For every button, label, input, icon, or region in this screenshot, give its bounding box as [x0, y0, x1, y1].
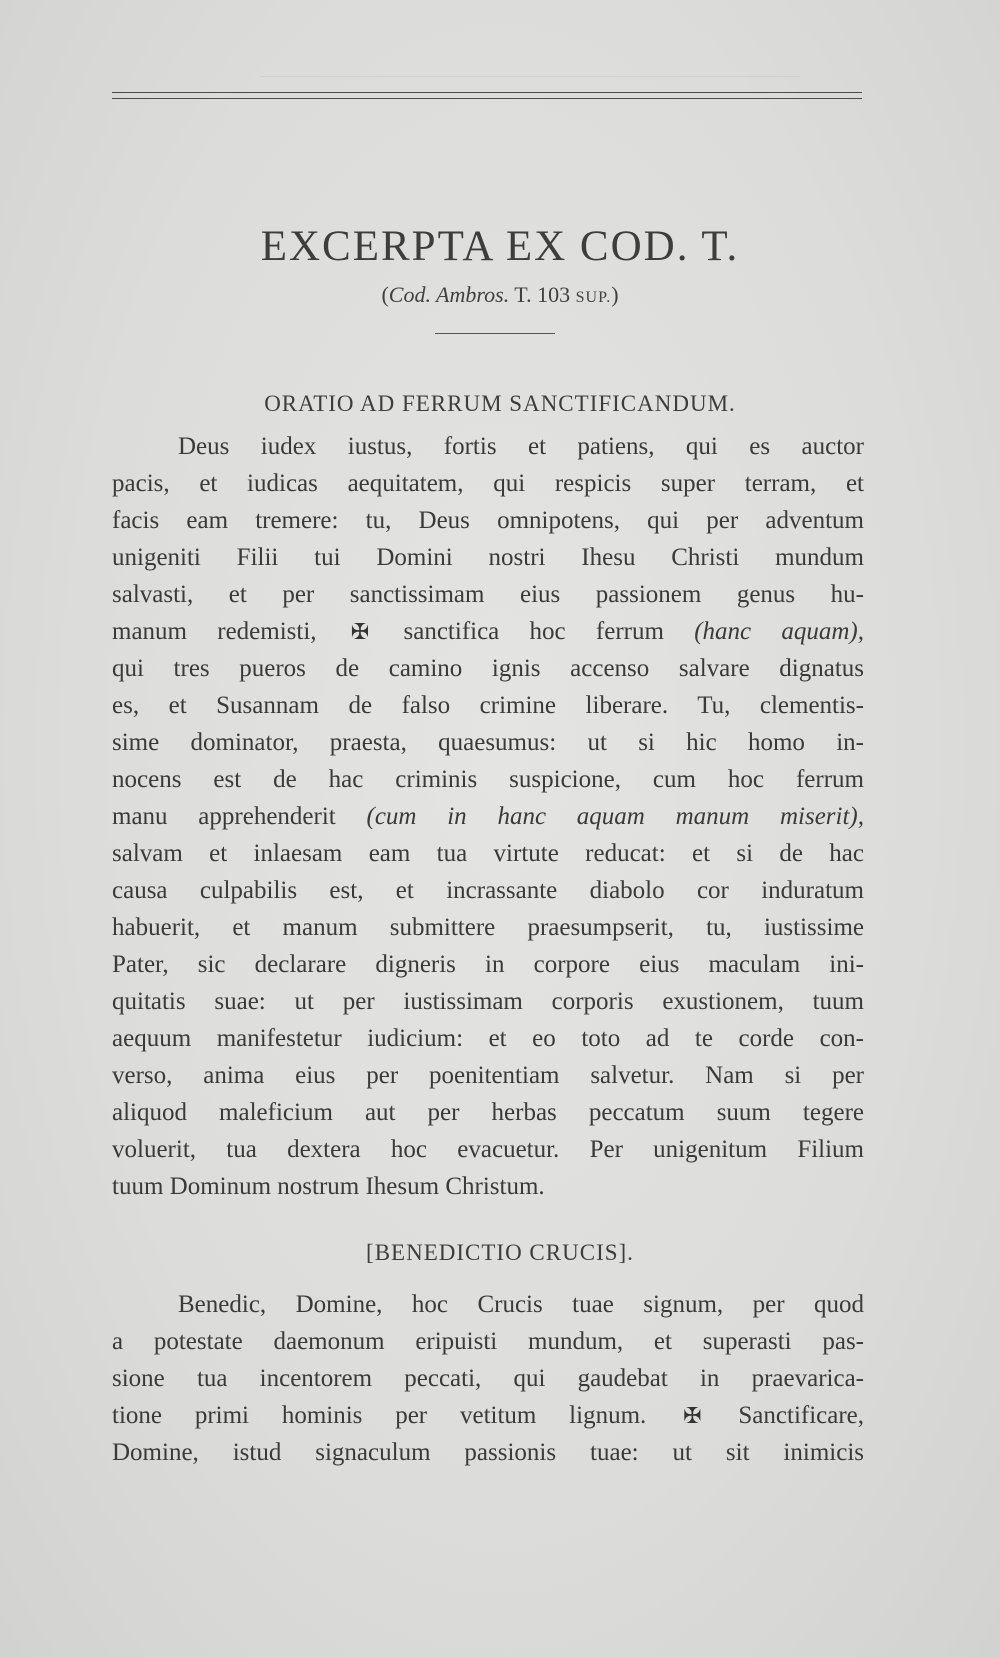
- paragraph-benedictio: [112, 1286, 864, 1471]
- text-line: salvam et inlaesam eam tua virtute reducat: et si de hac: [112, 840, 864, 867]
- cross-icon: ✠: [683, 1403, 702, 1428]
- text-line: aequum manifestetur iudicium: et eo toto ad te corde con-: [112, 1025, 864, 1052]
- subtitle-open-paren: (: [381, 282, 389, 307]
- section-heading-oratio: ORATIO AD FERRUM SANCTIFICANDUM.: [264, 391, 736, 416]
- text-line: causa culpabilis est, et incrassante diabolo cor induratum: [112, 877, 864, 904]
- text-line: tuum Dominum nostrum Ihesum Christum.: [112, 1173, 545, 1200]
- text-line: es, et Susannam de falso crimine liberare. Tu, clementis-: [112, 692, 864, 719]
- text-line: pacis, et iudicas aequitatem, qui respicis super terram, et: [112, 470, 864, 497]
- subtitle-plain: T. 103: [509, 282, 576, 307]
- text-line: facis eam tremere: tu, Deus omnipotens, qui per adventum: [112, 507, 864, 534]
- text-line: quitatis suae: ut per iustissimam corporis exustionem, tuum: [112, 988, 864, 1015]
- page-subtitle: [0, 282, 1000, 308]
- cross-icon: ✠: [350, 619, 370, 644]
- double-rule: [112, 92, 862, 99]
- text-line: qui tres pueros de camino ignis accenso salvare dignatus: [112, 655, 864, 682]
- subtitle-italic: Cod. Ambros.: [388, 282, 510, 307]
- text-line: aliquod maleficium aut per herbas peccatum suum tegere: [112, 1099, 864, 1126]
- paragraph-oratio: [112, 428, 864, 1205]
- subtitle-smallcaps: SUP.: [575, 289, 612, 306]
- text-line: habuerit, et manum submittere praesumpserit, tu, iustissime: [112, 914, 864, 941]
- text-line: voluerit, tua dextera hoc evacuetur. Per unigenitum Filium: [112, 1136, 864, 1163]
- italic-variant: (cum in hanc aquam manum miserit),: [366, 803, 865, 830]
- section-heading-benedictio: [BENEDICTIO CRUCIS].: [366, 1240, 634, 1265]
- text-line: Pater, sic declarare digneris in corpore eius maculam ini-: [112, 951, 864, 978]
- text-line: [112, 613, 864, 650]
- text-line: a potestate daemonum eripuisti mundum, et superasti pas-: [112, 1328, 864, 1355]
- text-line: Benedic, Domine, hoc Crucis tuae signum, per quod: [178, 1291, 864, 1318]
- text-line: [112, 1397, 864, 1434]
- short-rule: [435, 333, 555, 334]
- text-line: verso, anima eius per poenitentiam salvetur. Nam si per: [112, 1062, 864, 1089]
- text-segment: manum redemisti,: [112, 618, 317, 645]
- text-line: [112, 798, 864, 835]
- bleed-through-header: [260, 56, 800, 77]
- italic-variant: (hanc aquam),: [694, 618, 864, 645]
- text-segment: Sanctificare,: [738, 1402, 865, 1429]
- text-segment: sanctifica hoc ferrum: [403, 618, 664, 645]
- text-line: salvasti, et per sanctissimam eius passionem genus hu-: [112, 581, 864, 608]
- subtitle-close-paren: ): [611, 282, 619, 307]
- text-line: unigeniti Filii tui Domini nostri Ihesu Christi mundum: [112, 544, 864, 571]
- text-line: Domine, istud signaculum passionis tuae: ut sit inimicis: [112, 1439, 864, 1466]
- text-segment: manu apprehenderit: [112, 803, 336, 830]
- text-line: sime dominator, praesta, quaesumus: ut si hic homo in-: [112, 729, 864, 756]
- text-line: nocens est de hac criminis suspicione, cum hoc ferrum: [112, 766, 864, 793]
- text-line: Deus iudex iustus, fortis et patiens, qui es auctor: [178, 433, 864, 460]
- page-title: EXCERPTA EX COD. T.: [260, 223, 740, 270]
- text-line: sione tua incentorem peccati, qui gaudebat in praevarica-: [112, 1365, 864, 1392]
- text-segment: tione primi hominis per vetitum lignum.: [112, 1402, 647, 1429]
